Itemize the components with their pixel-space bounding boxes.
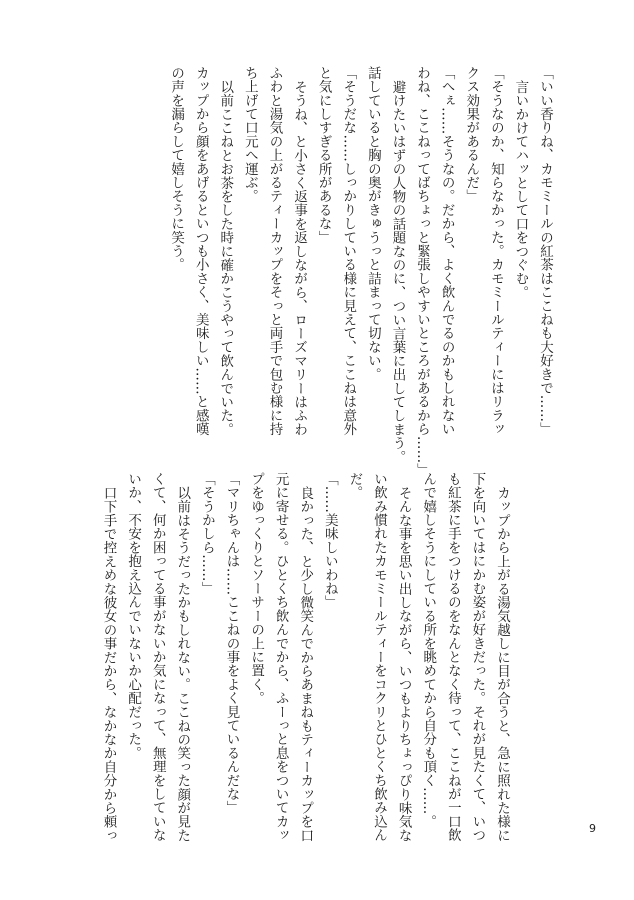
text-line: 「そうだな……しっかりしている様に見えて、ここねは意外	[340, 66, 357, 436]
text-line: カップから上がる湯気越しに目が合うと、急に照れた様に	[494, 486, 510, 843]
text-line: ふわと湯気の上がるティーカップをそっと両手で包む様に持	[266, 66, 283, 436]
text-line: 「へぇ……そうなの。だから、よく飲んでるのかもしれない	[438, 66, 455, 436]
text-line: 以前はそうだったかもしれない。ここねの笑った顔が見た	[174, 486, 191, 843]
text-line: カップから顔をあげるといつも小さく、美味しい……と感嘆	[192, 66, 209, 436]
text-line: 良かった、と少し微笑んでからあまねもティーカップを口	[297, 486, 314, 843]
text-line: 話していると胸の奥がきゅうっと詰まって切ない。	[364, 66, 381, 382]
text-line: 以前ここねとお茶をした時に確かこうやって飲んでいた。	[217, 80, 234, 437]
text-line: 「マリちゃんは……ここねの事をよく見ているんだな」	[223, 472, 240, 815]
text-line: いか、不安を抱え込んでいないか心配だった。	[125, 472, 142, 760]
text-line: そんな事を思い出しながら、いつもよりちょっぴり味気な	[395, 486, 412, 843]
text-line: 「いい香りね、カモミールの紅茶はここねも大好きで……」	[537, 66, 553, 436]
text-line: 言いかけてハッとして口をつぐむ。	[512, 80, 529, 300]
text-line: 「そうなのか、知らなかった。カモミールティーにはリラッ	[487, 66, 504, 436]
text-line: ち上げて口元へ運ぶ。	[241, 66, 258, 203]
text-line: そうね、と小さく返事を返しながら、ローズマリーはふわ	[291, 80, 308, 437]
text-line: の声を漏らして嬉しそうに笑う。	[168, 66, 185, 272]
page-number: 9	[589, 822, 596, 835]
text-line: 「……美味しいわね」	[321, 472, 338, 609]
text-line: 元に寄せる。ひとくち飲んでから、ふーっと息をついてカッ	[272, 472, 289, 842]
text-line: くて、何か困ってる事がないか気になって、無理をしていな	[149, 472, 166, 842]
text-line: んで嬉しそうにしている所を眺めてから自分も頂く……。	[420, 472, 437, 829]
text-line: 口下手で控えめな彼女の事だから、なかなか自分から頼っ	[100, 486, 117, 843]
text-line: い飲み慣れたカモミールティーをコクリとひとくち飲み込ん	[371, 472, 388, 842]
text-line: と気にしすぎる所があるな」	[315, 66, 332, 245]
text-line: クス効果があるんだ」	[463, 66, 480, 203]
text-line: だ。	[346, 472, 363, 500]
text-line: も紅茶に手をつけるのをなんとなく待って、ここねが一口飲	[444, 472, 461, 842]
text-line: 避けたいはずの人物の話題なのに、つい言葉に出してしまう。	[389, 80, 406, 464]
top-text-block	[164, 66, 558, 477]
text-line: プをゆっくりとソーサーの上に置く。	[248, 472, 265, 705]
text-line: 「そうかしら……」	[198, 472, 215, 596]
bottom-text-block	[96, 472, 514, 844]
text-line: わね、ここねってばちょっと緊張しやすいところがあるから……」	[414, 66, 431, 477]
text-line: 下を向いてはにかむ姿が好きだった。それが見たくて、いつ	[469, 472, 486, 842]
